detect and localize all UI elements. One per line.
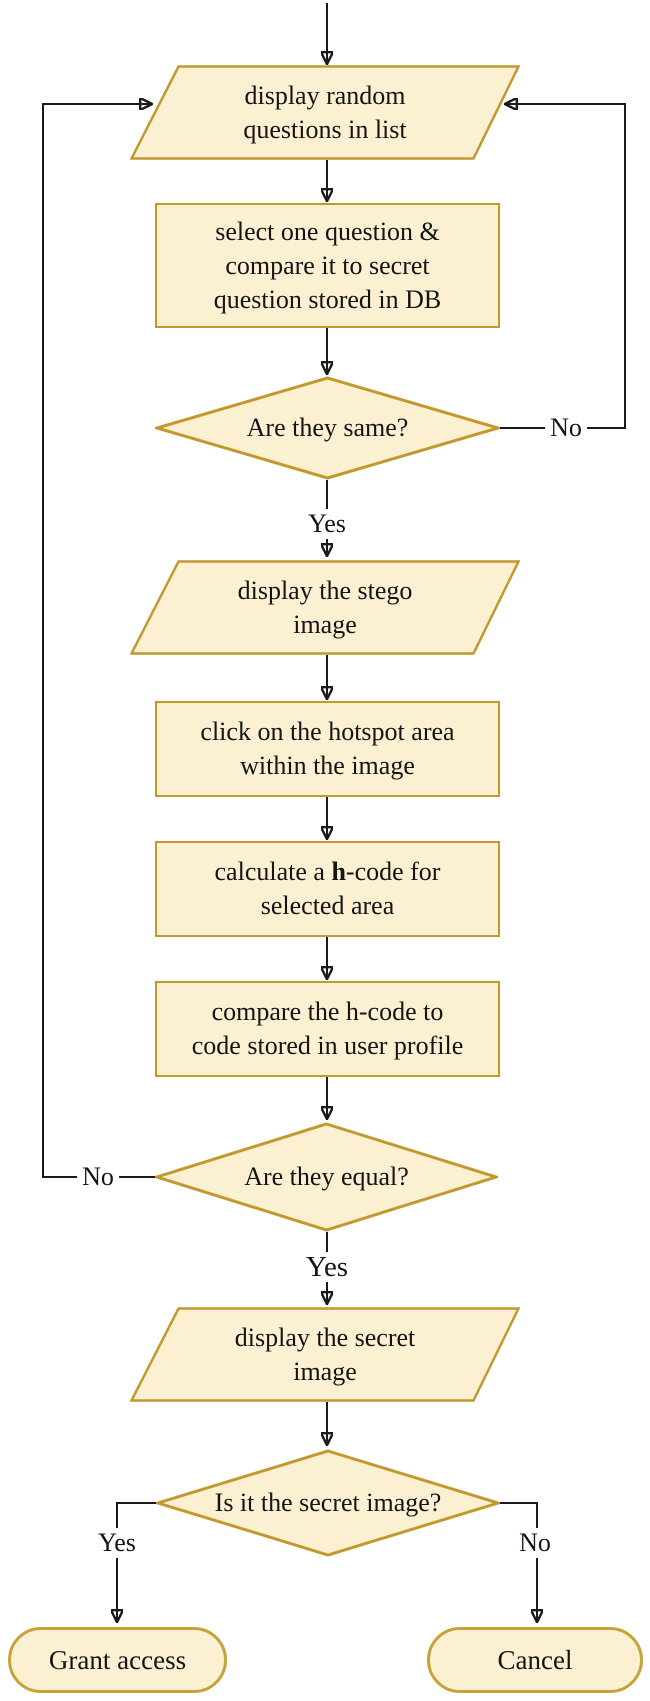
node-label: Grant access	[48, 1645, 187, 1675]
node-label-line: selected area	[260, 891, 395, 920]
edge-label-same-no: No	[545, 413, 587, 443]
connector-secret-yes-to-grant-access	[117, 1503, 157, 1621]
node-label-line: compare the h-code to	[211, 997, 444, 1026]
node-label: Are they same?	[246, 413, 409, 442]
node-label-line: question stored in DB	[213, 284, 442, 314]
connector-secret-no-to-cancel	[500, 1503, 537, 1621]
node-display-random-questions	[130, 65, 520, 160]
node-decision-are-they-equal	[155, 1122, 498, 1232]
node-label	[157, 715, 498, 783]
node-label	[157, 995, 498, 1063]
node-label-line: image	[293, 1356, 357, 1386]
edge-label-secret-no: No	[514, 1528, 556, 1558]
node-label	[157, 855, 498, 923]
node-label-line: image	[293, 609, 357, 639]
label-text: calculate a	[214, 857, 332, 886]
node-click-hotspot	[155, 701, 500, 797]
node-label-line: display the stego	[237, 575, 413, 605]
node-label: Are they equal?	[244, 1162, 409, 1191]
edge-label-same-yes: Yes	[303, 509, 351, 539]
node-label	[130, 574, 520, 642]
node-label-line: select one question &	[215, 216, 440, 246]
node-decision-is-secret-image	[156, 1449, 500, 1557]
node-calculate-hcode	[155, 841, 500, 937]
node-label: Is it the secret image?	[214, 1488, 442, 1517]
node-terminal-grant-access	[8, 1627, 227, 1693]
node-compare-hcode	[155, 981, 500, 1077]
node-label-line: display the secret	[234, 1322, 416, 1352]
edge-label-secret-yes: Yes	[93, 1528, 141, 1558]
node-label-line: click on the hotspot area	[200, 717, 455, 746]
node-terminal-cancel	[427, 1627, 643, 1693]
node-display-stego-image	[130, 560, 520, 655]
node-label	[130, 1321, 520, 1389]
node-label	[130, 79, 520, 147]
node-label-line: compare it to secret	[225, 250, 430, 280]
node-label-line: code stored in user profile	[191, 1031, 464, 1060]
label-text: -code for	[345, 857, 441, 886]
label-text-bold: h	[331, 857, 346, 886]
node-decision-are-they-same	[155, 376, 500, 480]
node-select-compare-question	[155, 203, 500, 328]
edge-label-equal-no: No	[77, 1162, 119, 1192]
node-label-line: display random	[244, 80, 406, 110]
node-label: Cancel	[497, 1645, 573, 1675]
edge-label-equal-yes: Yes	[301, 1252, 353, 1282]
node-label-line	[157, 855, 498, 889]
node-label-line: questions in list	[243, 114, 407, 144]
node-label-line: within the image	[240, 751, 415, 780]
node-display-secret-image	[130, 1307, 520, 1402]
node-label	[157, 215, 498, 317]
